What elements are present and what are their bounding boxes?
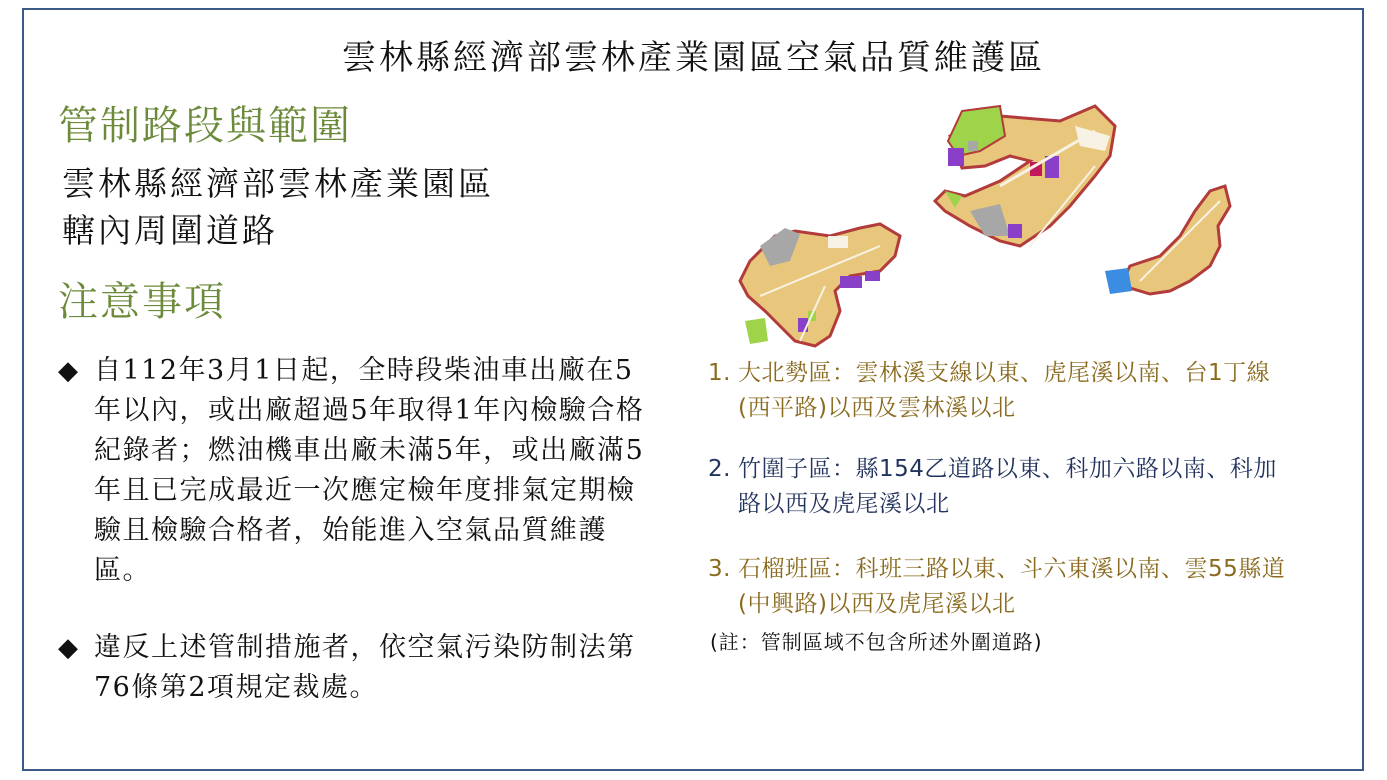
zone-text-3: 石榴班區：科班三路以東、斗六東溪以南、雲55縣道(中興路)以西及虎尾溪以北 — [738, 556, 1286, 617]
notice-bullet-2 — [58, 628, 648, 708]
zone-item-1 — [708, 356, 1288, 426]
scope-line-1: 雲林縣經濟部雲林產業園區 — [62, 164, 494, 203]
zone-number-2: 2. — [708, 456, 731, 482]
zone-number-3: 3. — [708, 556, 731, 582]
zone-text-1: 大北勢區：雲林溪支線以東、虎尾溪以南、台1丁線(西平路)以西及雲林溪以北 — [738, 360, 1271, 421]
notice-bullet-1 — [58, 351, 648, 591]
page-title: 雲林縣經濟部雲林產業園區空氣品質維護區 — [342, 38, 1045, 78]
map-zone-shiliuban — [1105, 186, 1230, 294]
notice-text-2: 違反上述管制措施者，依空氣污染防制法第76條第2項規定裁處。 — [94, 632, 636, 703]
diamond-bullet-icon: ◆ — [58, 356, 80, 386]
zone-item-2 — [708, 452, 1288, 522]
scope-heading: 管制路段與範圍 — [58, 103, 352, 149]
notice-text-1: 自112年3月1日起，全時段柴油車出廠在5年以內，或出廠超過5年取得1年內檢驗合格紀錄者；燃油機車出廠未滿5年，或出廠滿5年且已完成最近一次應定檢年度排氣定期檢驗且檢驗合格者，始能進入空氣品質維護區。 — [94, 355, 645, 586]
zone-text-2: 竹圍子區：縣154乙道路以東、科加六路以南、科加路以西及虎尾溪以北 — [738, 456, 1277, 517]
zone-number-1: 1. — [708, 360, 731, 386]
zone-map — [700, 96, 1260, 356]
map-zone-zhuweizi — [935, 106, 1115, 246]
map-footnote: (註：管制區域不包含所述外圍道路) — [710, 630, 1043, 654]
notes-heading: 注意事項 — [58, 279, 226, 325]
map-zone-dabeishi — [740, 224, 900, 346]
diamond-bullet-icon: ◆ — [58, 633, 80, 663]
zone-item-3 — [708, 552, 1288, 622]
scope-line-2: 轄內周圍道路 — [62, 211, 278, 250]
